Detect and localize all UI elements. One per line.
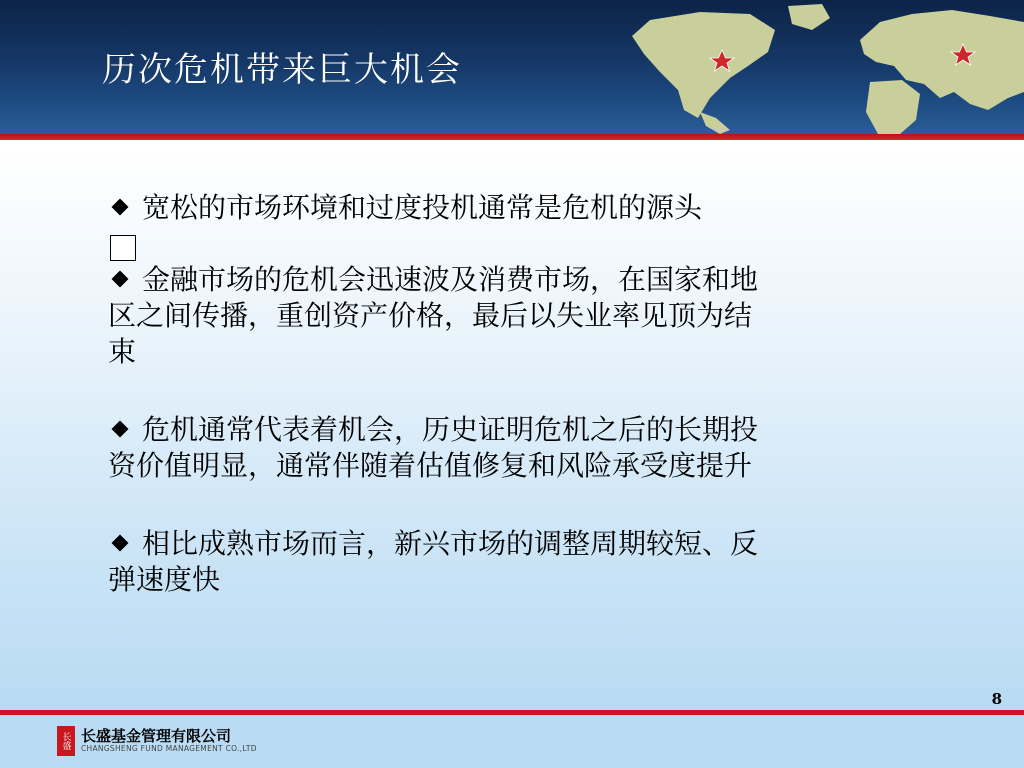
footer-divider	[0, 710, 1024, 715]
bullet-text: 弹速度快	[108, 563, 221, 596]
bullet-item	[108, 526, 908, 598]
bullet-text: 宽松的市场环境和过度投机通常是危机的源头	[142, 191, 703, 224]
bullet-item	[108, 190, 908, 262]
slide-header	[0, 0, 1024, 134]
diamond-bullet-icon	[112, 270, 129, 287]
diamond-bullet-icon	[112, 198, 129, 215]
bullet-item	[108, 262, 908, 370]
company-name-en: CHANGSHENG FUND MANAGEMENT CO.,LTD	[81, 744, 257, 753]
bullet-item	[108, 412, 908, 484]
company-logo	[57, 726, 257, 756]
empty-box-icon	[110, 235, 136, 261]
bullet-text: 危机通常代表着机会，历史证明危机之后的长期投	[142, 413, 759, 446]
bullet-text: 金融市场的危机会迅速波及消费市场，在国家和地	[142, 263, 759, 296]
company-name-cn: 长盛基金管理有限公司	[81, 727, 232, 745]
logo-mark-icon: 长盛	[57, 726, 75, 756]
greenland-shape	[788, 4, 830, 30]
diamond-bullet-icon	[112, 534, 129, 551]
header-divider	[0, 134, 1024, 140]
bullet-text: 相比成熟市场而言，新兴市场的调整周期较短、反	[142, 527, 759, 560]
diamond-bullet-icon	[112, 420, 129, 437]
bullet-text: 资价值明显，通常伴随着估值修复和风险承受度提升	[108, 449, 753, 482]
bullet-text: 区之间传播，重创资产价格，最后以失业率见顶为结	[108, 299, 753, 332]
slide-title: 历次危机带来巨大机会	[102, 50, 462, 90]
central-america-shape	[700, 112, 730, 134]
page-number: 8	[991, 690, 1002, 708]
world-map-image	[560, 0, 1024, 134]
logo-text	[81, 728, 257, 754]
africa-shape	[866, 80, 920, 134]
north-america-shape	[632, 12, 775, 118]
bullet-text: 束	[108, 335, 137, 368]
bullet-list	[108, 190, 908, 598]
